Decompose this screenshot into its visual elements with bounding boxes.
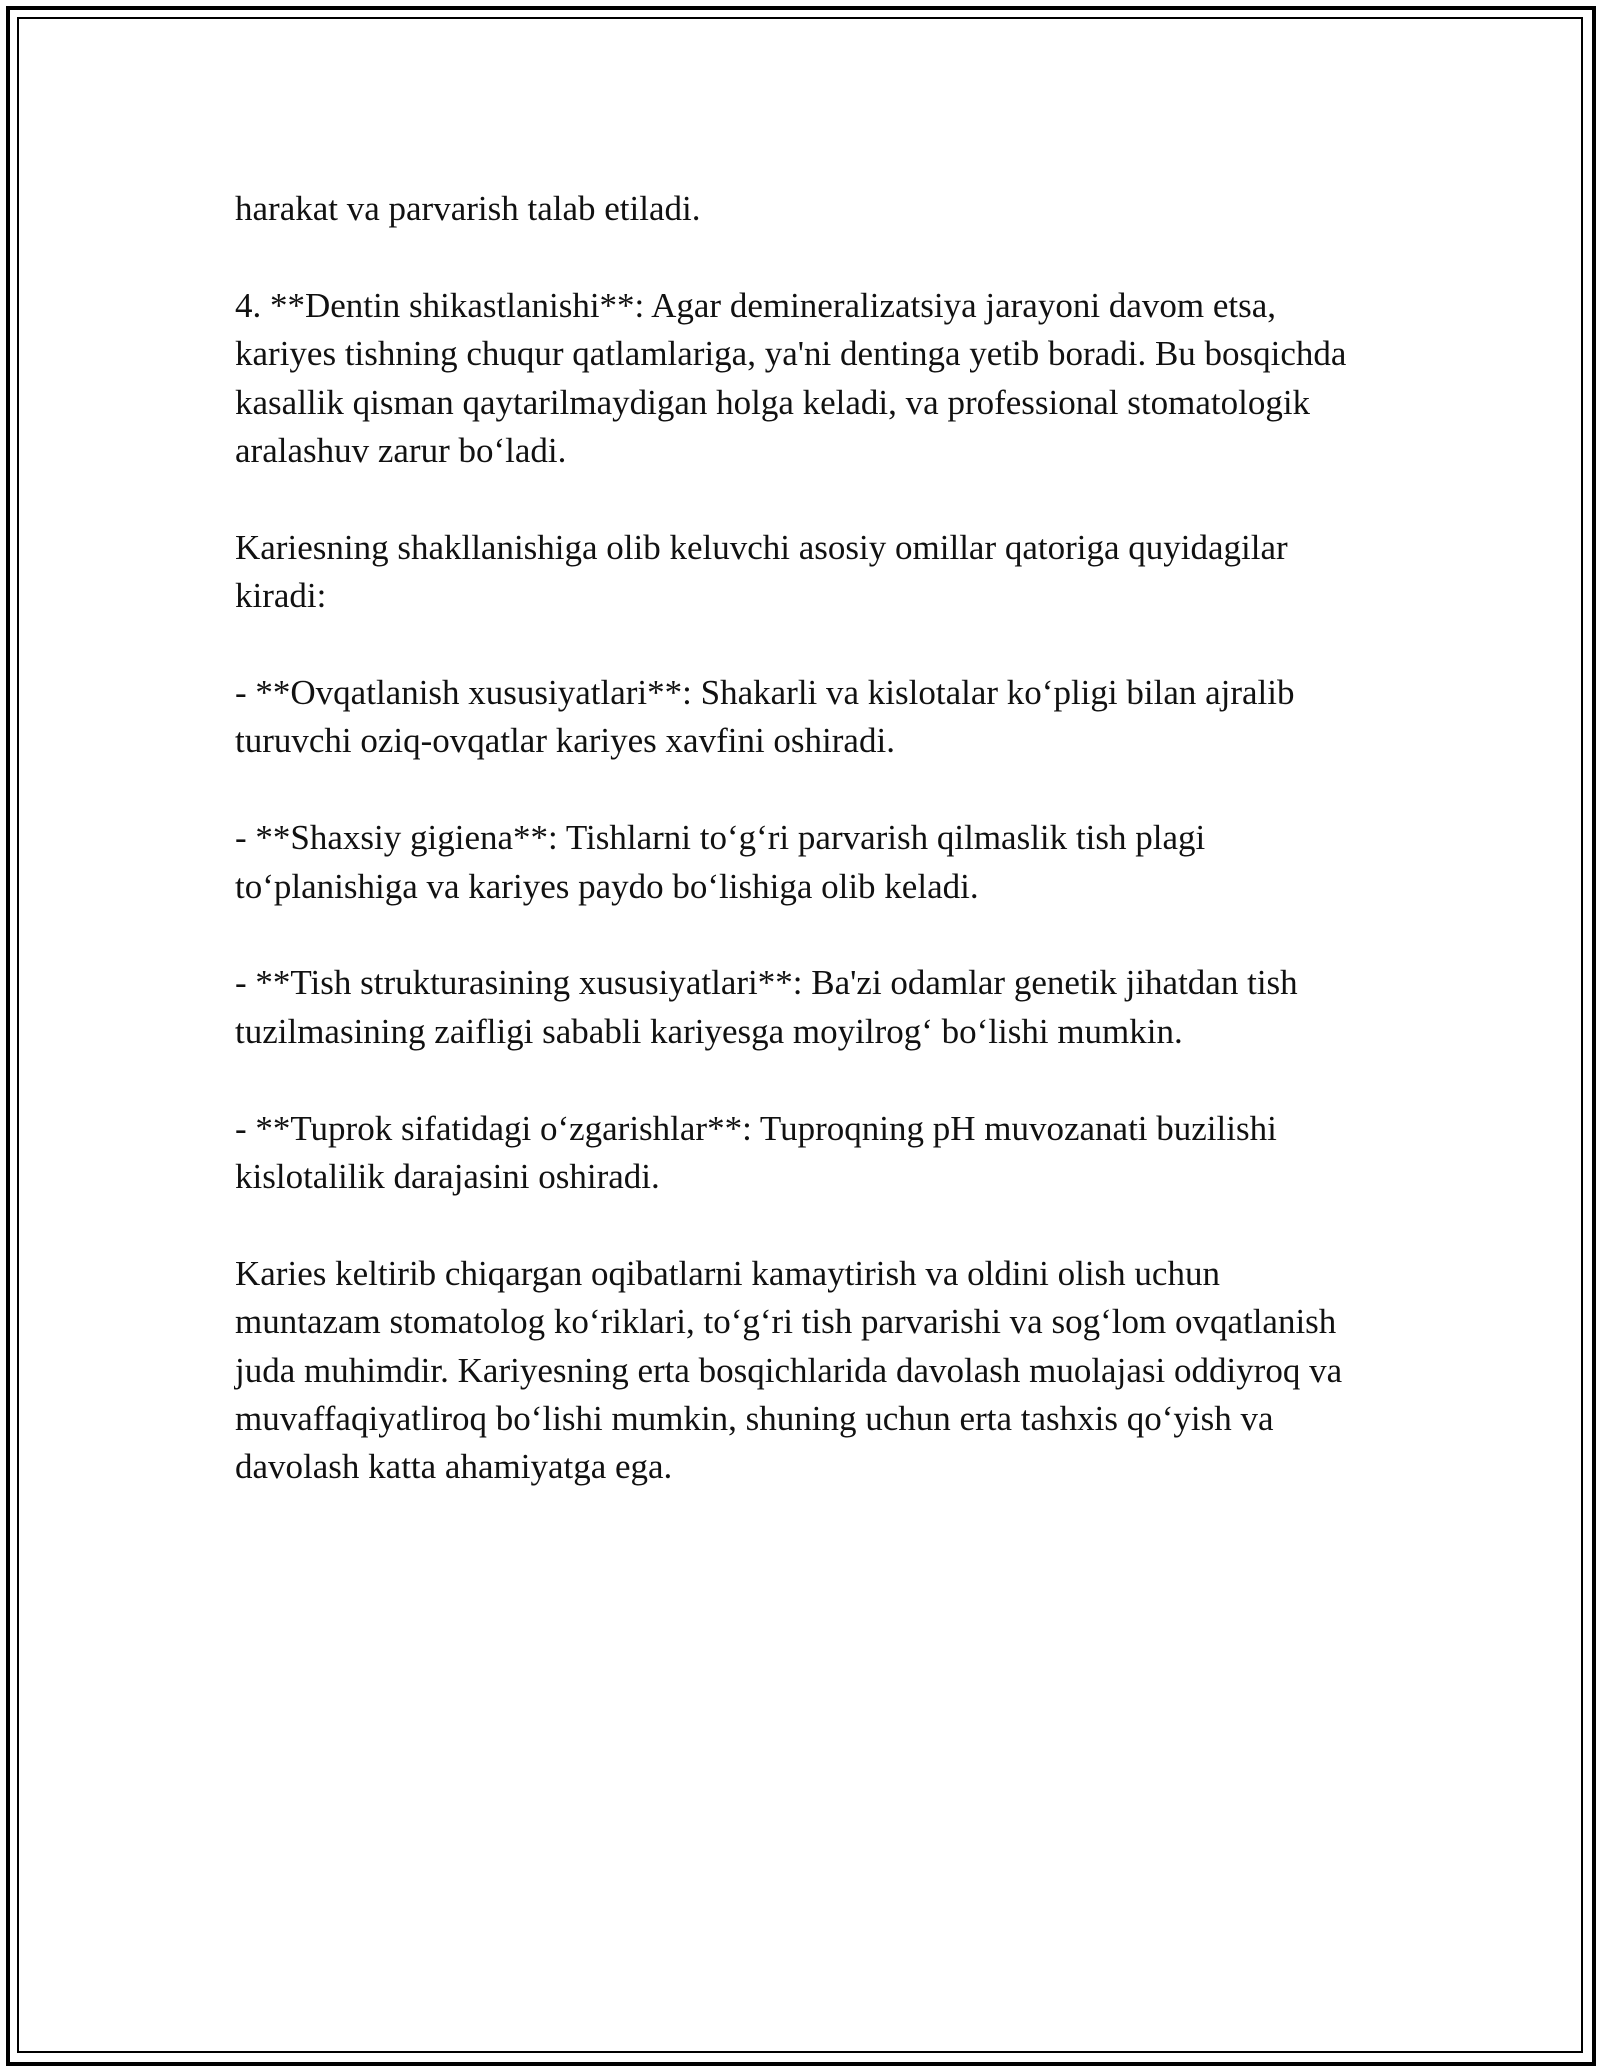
list-item-hygiene: - **Shaxsiy gigiena**: Tishlarni to‘g‘ri parvarish qilmaslik tish plagi to‘planishiga va kariyes paydo bo‘lishiga olib keladi.: [235, 818, 1206, 906]
paragraph-dentin-damage: 4. **Dentin shikastlanishi**: Agar demineralizatsiya jarayoni davom etsa, kariyes tishning chuqur qatlamlariga, ya'ni dentinga yetib boradi. Bu bosqichda kasallik qisman qaytarilmaydigan holga keladi, va professional stomatologik aralashuv zarur bo‘ladi.: [235, 285, 1347, 471]
paragraph-conclusion: Karies keltirib chiqargan oqibatlarni kamaytirish va oldini olish uchun muntazam stomatolog ko‘riklari, to‘g‘ri tish parvarishi va sog‘lom ovqatlanish juda muhimdir. Kariyesning erta bosqichlarida davolash muolajasi oddiyroq va muvaffaqiyatliroq bo‘lishi mumkin, shuning uchun erta tashxis qo‘yish va davolash katta ahamiyatga ega.: [235, 1253, 1343, 1487]
list-item-tooth-structure: - **Tish strukturasining xususiyatlari**: Ba'zi odamlar genetik jihatdan tish tuzilmasining zaifligi sababli kariyesga moyilrog‘ bo‘lishi mumkin.: [235, 963, 1298, 1051]
document-body: [235, 185, 1365, 1540]
list-item-soil-changes: - **Tuprok sifatidagi o‘zgarishlar**: Tuproqning pH muvozanati buzilishi kislotalilik darajasini oshiradi.: [235, 1108, 1277, 1197]
paragraph-factors-intro: Kariesning shakllanishiga olib keluvchi asosiy omillar qatoriga quyidagilar kiradi:: [235, 527, 1288, 616]
list-item-nutrition: - **Ovqatlanish xususiyatlari**: Shakarli va kislotalar ko‘pligi bilan ajralib turuvchi oziq-ovqatlar kariyes xavfini oshiradi.: [235, 673, 1295, 761]
paragraph-continuation: harakat va parvarish talab etiladi.: [235, 189, 701, 228]
